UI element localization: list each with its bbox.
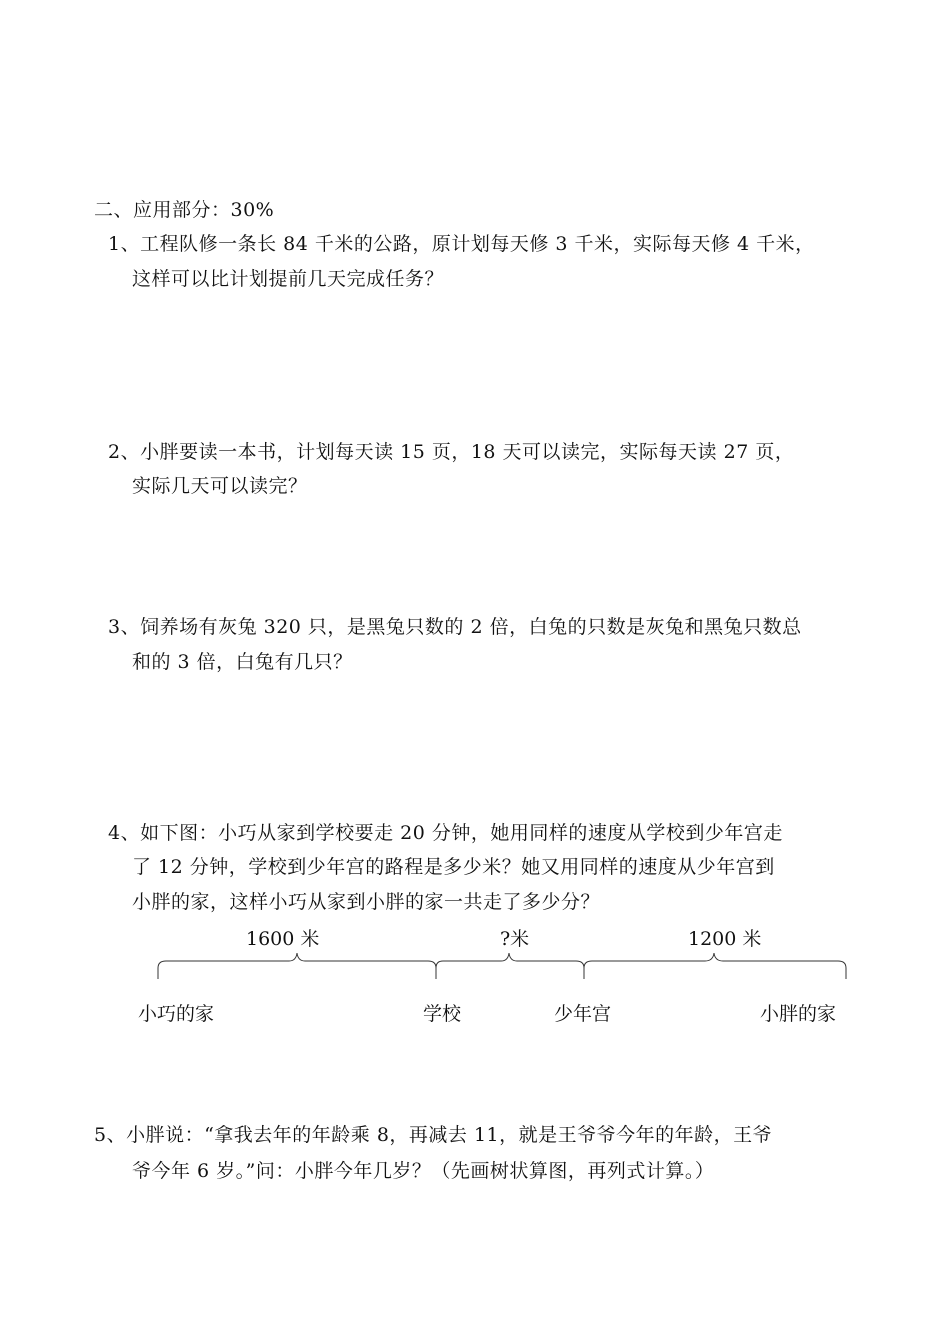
- question-5-line-1: 5、小胖说：“拿我去年的年龄乘 8，再减去 11，就是王爷爷今年的年龄，王爷: [94, 1124, 773, 1146]
- question-3-line-1: 3、饲养场有灰兔 320 只，是黑兔只数的 2 倍，白兔的只数是灰兔和黑兔只数总: [108, 616, 802, 638]
- question-2-line-2: 实际几天可以读完？: [132, 475, 308, 497]
- question-4-line-2: 了 12 分钟，学校到少年宫的路程是多少米？她又用同样的速度从少年宫到: [132, 856, 775, 878]
- segment-label-school-to-palace: ?米: [500, 928, 530, 950]
- segment-label-home-to-school: 1600 米: [246, 928, 320, 950]
- question-4-line-3: 小胖的家，这样小巧从家到小胖的家一共走了多少分？: [132, 891, 601, 913]
- place-label-xiaoqiao-home: 小巧的家: [138, 1003, 215, 1025]
- brace-home-to-school: [158, 953, 436, 979]
- question-3-line-2: 和的 3 倍，白兔有几只？: [132, 651, 353, 673]
- segment-label-palace-to-xiaopang: 1200 米: [688, 928, 762, 950]
- section-title: 二、应用部分：30%: [94, 199, 275, 221]
- question-2-line-1: 2、小胖要读一本书，计划每天读 15 页，18 天可以读完，实际每天读 27 页，: [108, 441, 795, 463]
- question-4-line-1: 4、如下图：小巧从家到学校要走 20 分钟，她用同样的速度从学校到少年宫走: [108, 822, 783, 844]
- brace-school-to-palace: [436, 953, 584, 979]
- brace-palace-to-xiaopang: [584, 953, 846, 979]
- place-label-school: 学校: [423, 1003, 462, 1025]
- question-1-line-1: 1、工程队修一条长 84 千米的公路，原计划每天修 3 千米，实际每天修 4 千米，: [108, 233, 815, 255]
- question-5-line-2: 爷今年 6 岁。”问：小胖今年几岁？（先画树状算图，再列式计算。）: [132, 1160, 715, 1182]
- place-label-xiaopang-home: 小胖的家: [760, 1003, 837, 1025]
- question-1-line-2: 这样可以比计划提前几天完成任务？: [132, 268, 445, 290]
- place-label-youth-palace: 少年宫: [554, 1003, 612, 1025]
